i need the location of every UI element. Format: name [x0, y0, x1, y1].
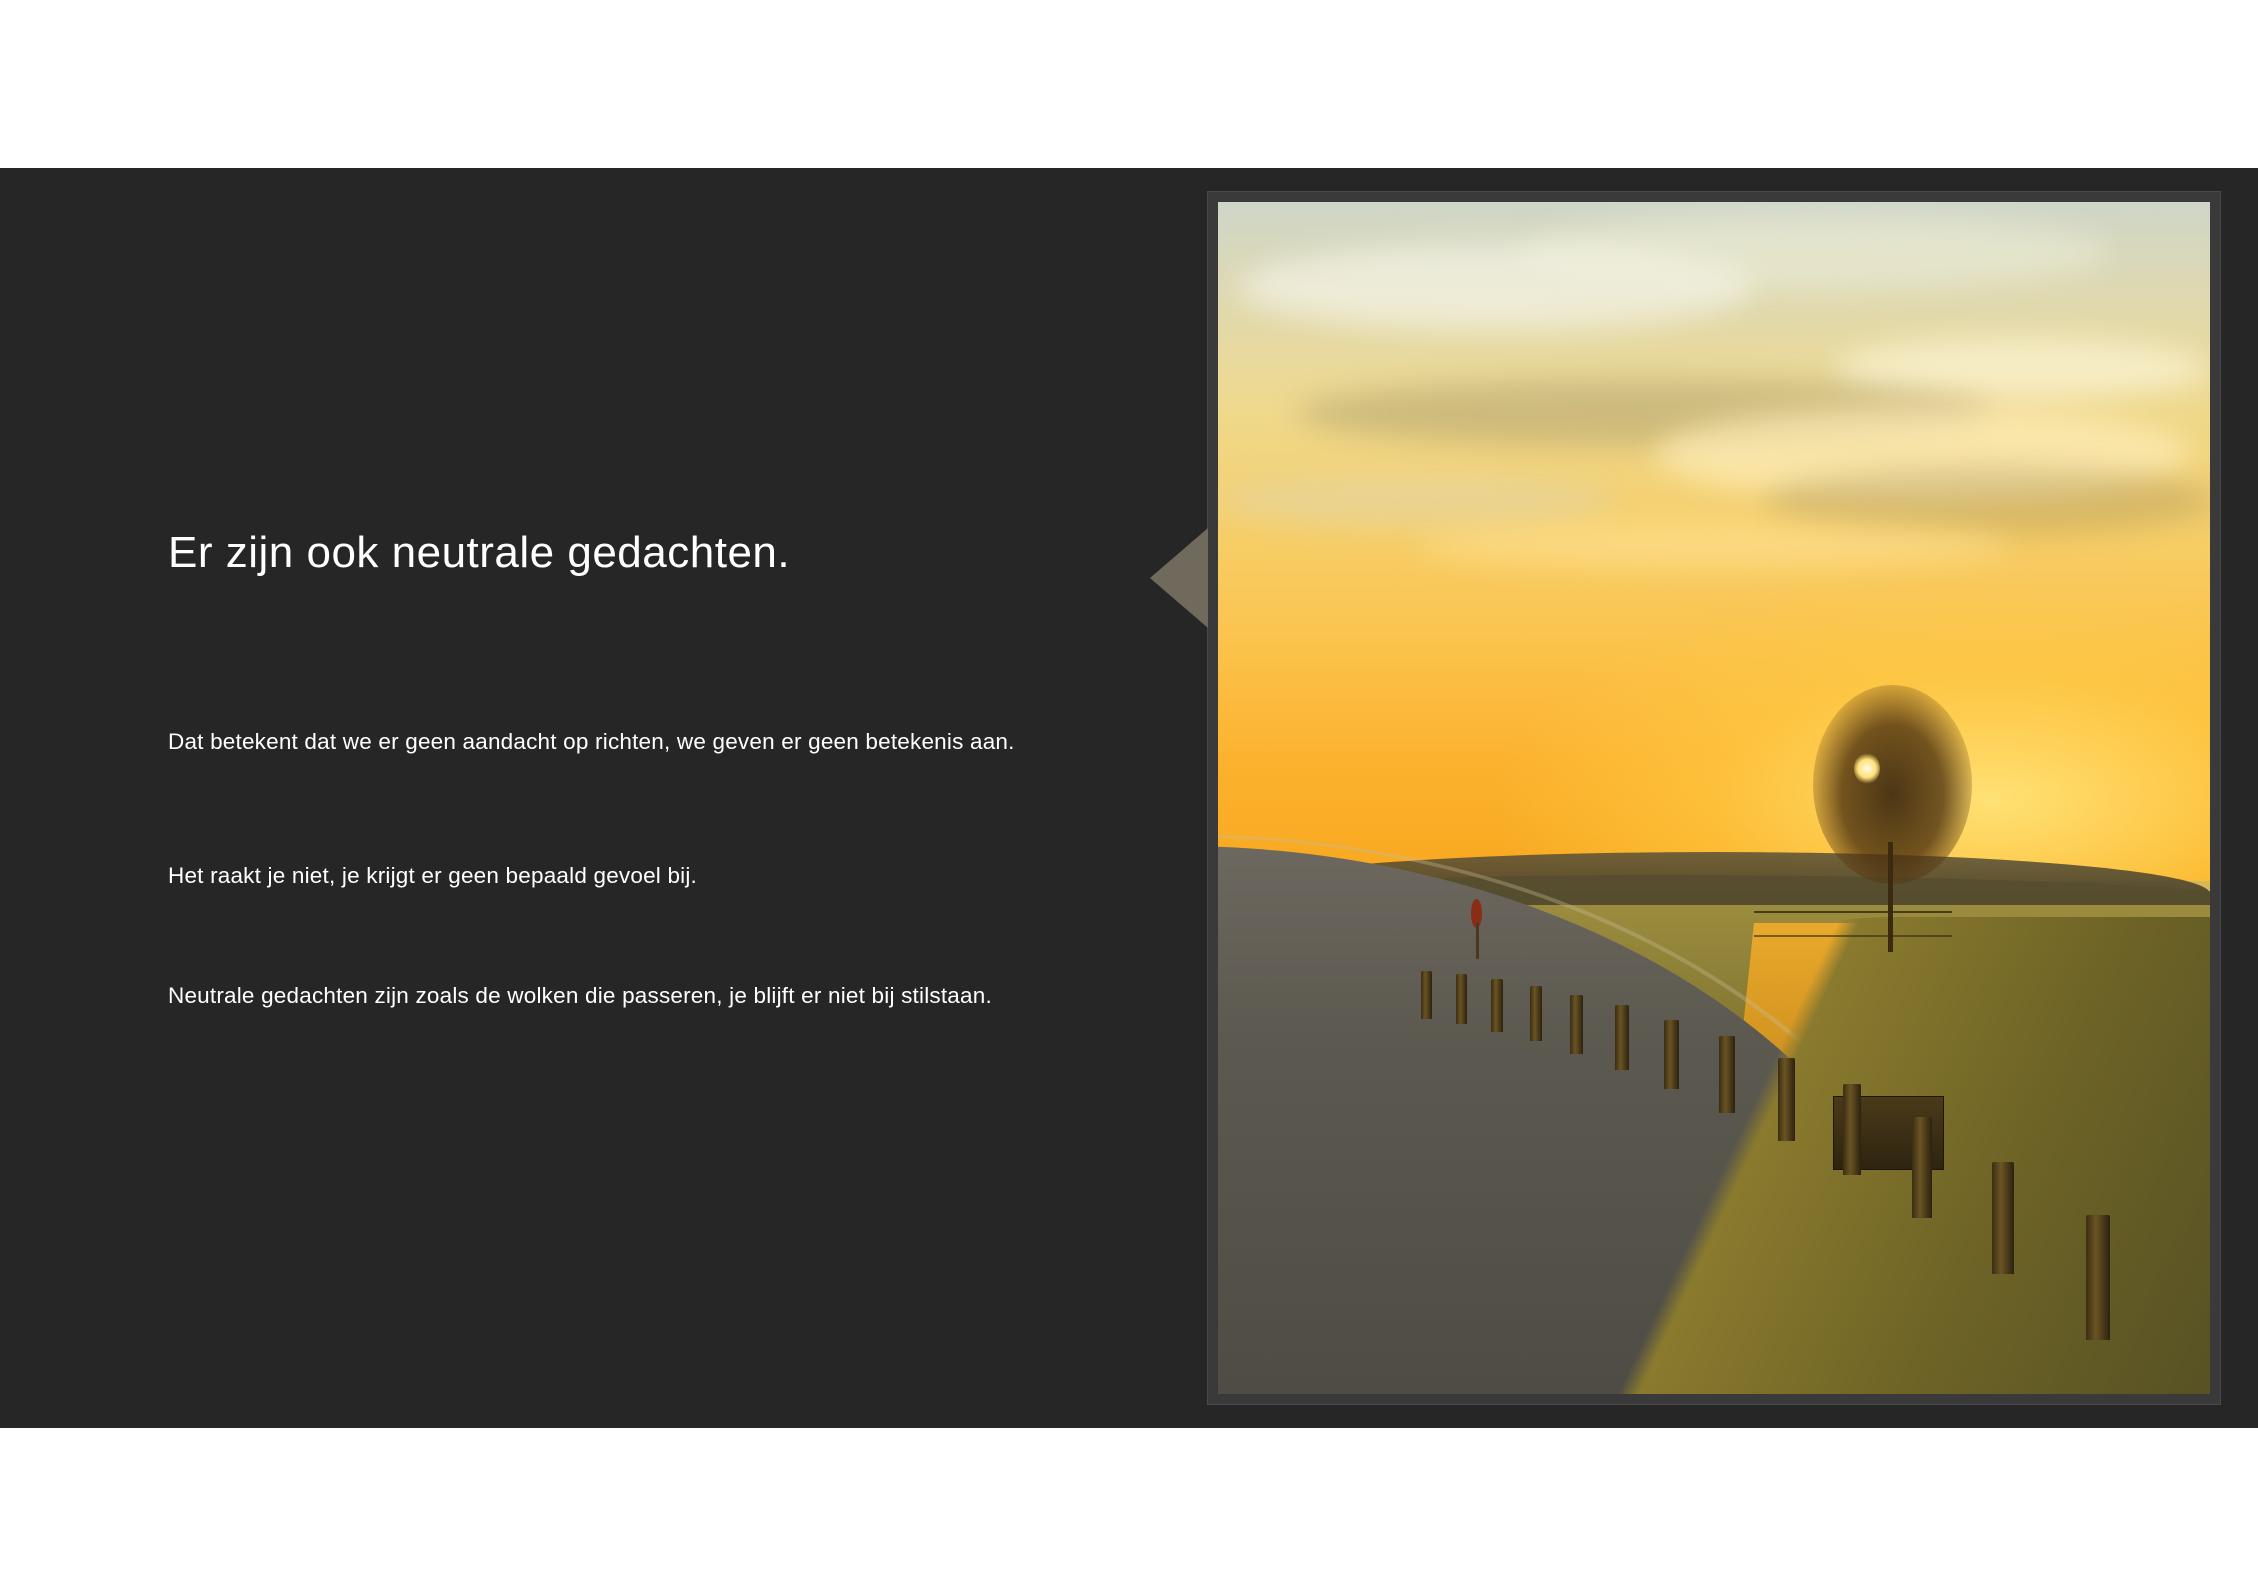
fence-post [1664, 1020, 1679, 1089]
fence-post [1719, 1036, 1735, 1112]
cloud [1218, 474, 1615, 528]
fence-post [1843, 1084, 1861, 1175]
body-paragraph-1: Dat betekent dat we er geen aandacht op richten, we geven er geen betekenis aan. [168, 729, 1015, 754]
slide [0, 168, 2258, 1428]
fence-post [1456, 974, 1467, 1024]
fence-post [1530, 986, 1542, 1041]
fence-post [1912, 1117, 1932, 1217]
fence-post [1778, 1058, 1795, 1141]
fence-post [1615, 1005, 1629, 1069]
tree-trunk [1888, 842, 1894, 952]
sun-icon [1854, 753, 1879, 784]
slide-text-column [168, 168, 1048, 1428]
cloud [1416, 521, 2011, 569]
sky [1218, 202, 2210, 881]
body-paragraph-2: Het raakt je niet, je krijgt er geen bepaald gevoel bij. [168, 863, 698, 888]
fence-post [1491, 979, 1503, 1031]
fence-post [1570, 995, 1583, 1055]
sign-pole [1476, 923, 1479, 959]
body-paragraph-3: Neutrale gedachten zijn zoals de wolken die passeren, je blijft er niet bij stilstaan. [168, 983, 992, 1008]
tree [1813, 685, 1972, 947]
cloud [1516, 216, 2111, 291]
sunset-photo [1218, 202, 2210, 1394]
image-frame [1208, 192, 2220, 1404]
fence-post [1421, 971, 1432, 1019]
callout-notch [1150, 528, 1208, 628]
page-title: Er zijn ook neutrale gedachten. [168, 528, 791, 577]
fence-post [1992, 1162, 2014, 1274]
fence-post [2086, 1215, 2110, 1340]
